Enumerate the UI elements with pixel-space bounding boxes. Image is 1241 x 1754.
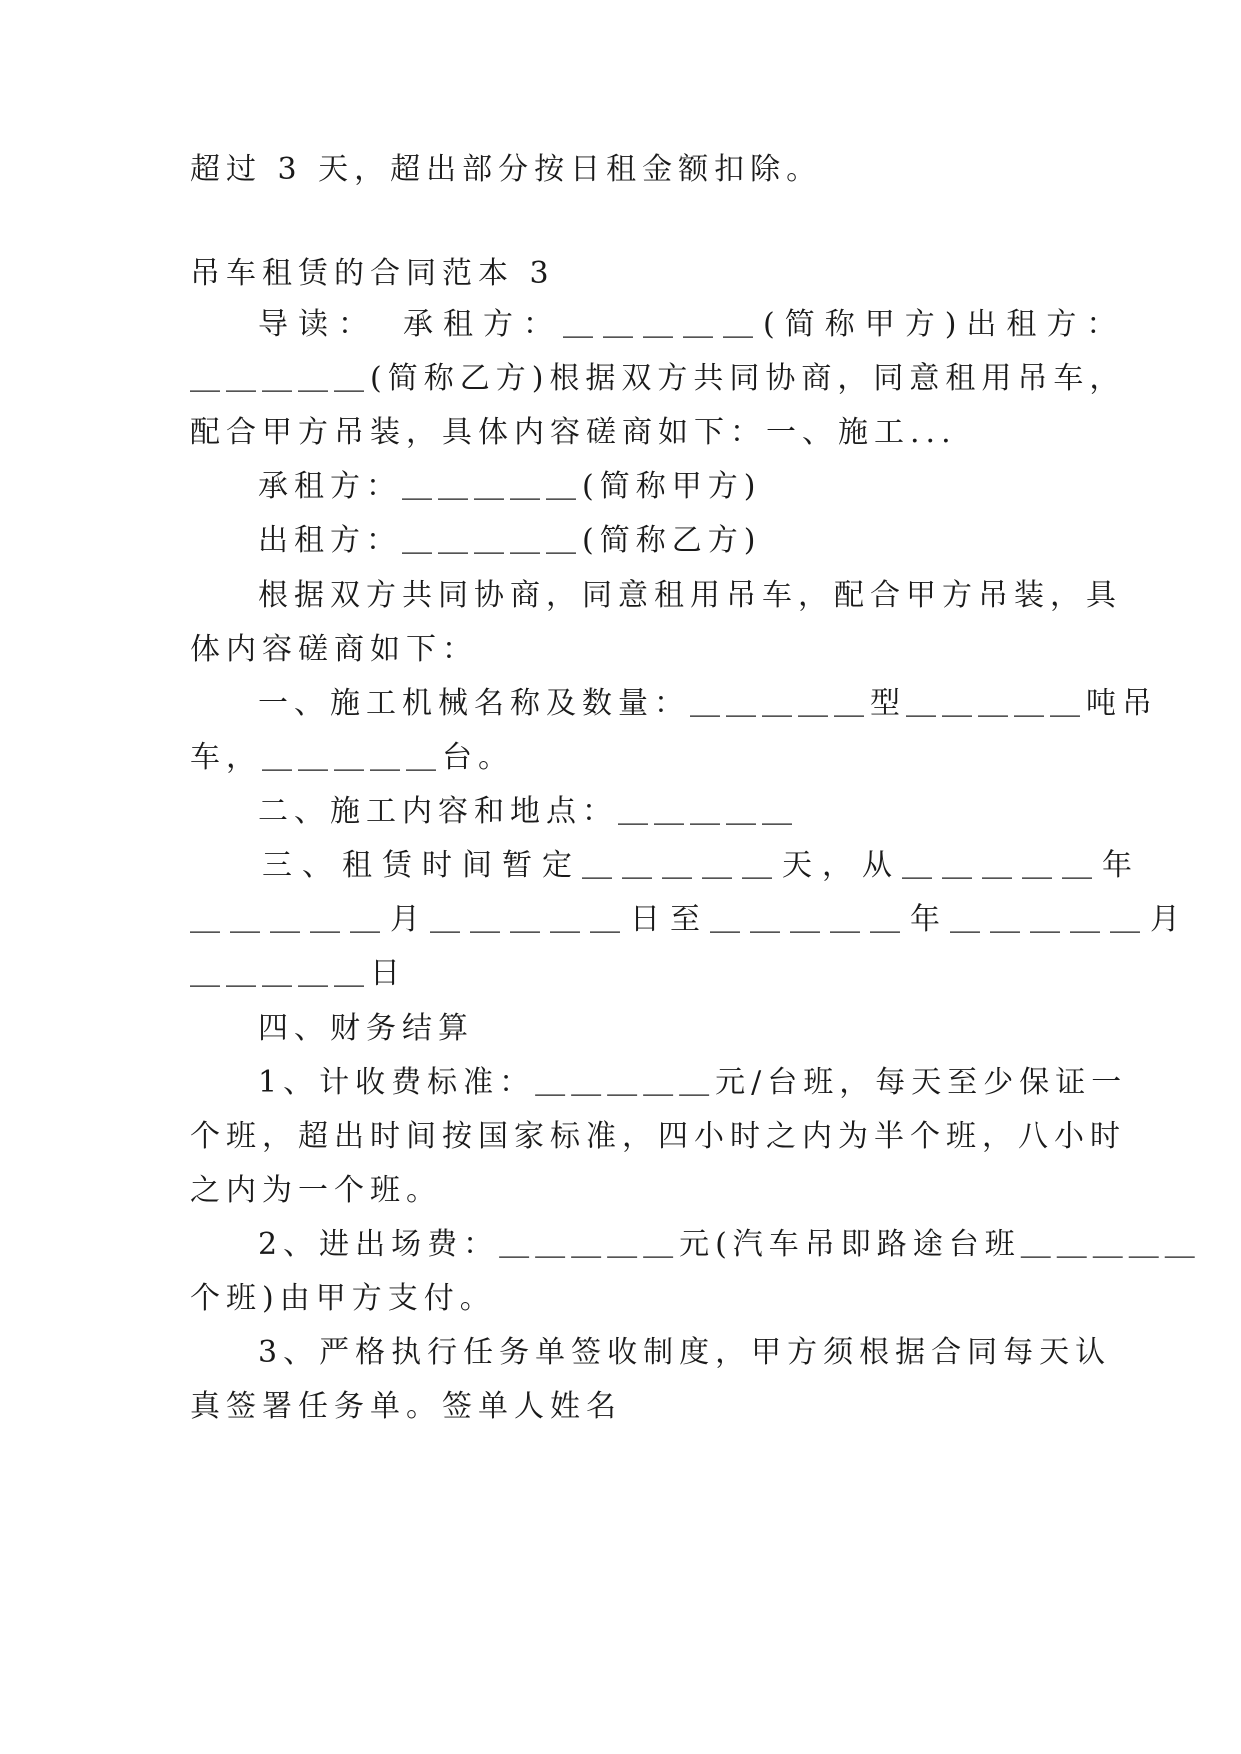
text-line-9: 体内容磋商如下： bbox=[190, 632, 478, 667]
text-line-22: 3、严格执行任务单签收制度，甲方须根据合同每天认 bbox=[258, 1335, 1112, 1370]
text-line-8: 根据双方共同协商，同意租用吊车，配合甲方吊装，具 bbox=[258, 578, 1122, 613]
text-line-18: 个班，超出时间按国家标准，四小时之内为半个班，八小时 bbox=[190, 1119, 1126, 1154]
text-line-5: 配合甲方吊装，具体内容磋商如下：一、施工... bbox=[190, 415, 957, 450]
text-line-12: 二、施工内容和地点：＿＿＿＿＿ bbox=[258, 794, 798, 829]
section-heading: 吊车租赁的合同范本 3 bbox=[190, 256, 555, 291]
text-line-23: 真签署任务单。签单人姓名 bbox=[190, 1389, 622, 1424]
text-line-6: 承租方：＿＿＿＿＿(简称甲方) bbox=[258, 469, 762, 504]
text-line-20: 2、进出场费：＿＿＿＿＿元(汽车吊即路途台班＿＿＿＿＿ bbox=[258, 1227, 1201, 1262]
text-line-13: 三、租赁时间暂定＿＿＿＿＿天，从＿＿＿＿＿年 bbox=[262, 848, 1142, 883]
text-line-1: 超过 3 天，超出部分按日租金额扣除。 bbox=[190, 152, 823, 187]
text-line-21: 个班)由甲方支付。 bbox=[190, 1281, 496, 1316]
text-line-17: 1、计收费标准：＿＿＿＿＿元/台班，每天至少保证一 bbox=[258, 1065, 1128, 1100]
text-line-10: 一、施工机械名称及数量：＿＿＿＿＿型＿＿＿＿＿吨吊 bbox=[258, 686, 1158, 721]
text-line-19: 之内为一个班。 bbox=[190, 1173, 442, 1208]
text-line-16: 四、财务结算 bbox=[258, 1011, 474, 1046]
text-line-14: ＿＿＿＿＿月＿＿＿＿＿日至＿＿＿＿＿年＿＿＿＿＿月 bbox=[190, 902, 1190, 937]
text-line-3: 导读： 承租方：＿＿＿＿＿(简称甲方)出租方： bbox=[258, 307, 1127, 342]
text-line-4: ＿＿＿＿＿(简称乙方)根据双方共同协商，同意租用吊车， bbox=[190, 361, 1126, 396]
text-line-7: 出租方：＿＿＿＿＿(简称乙方) bbox=[258, 523, 762, 558]
text-line-11: 车，＿＿＿＿＿台。 bbox=[190, 740, 514, 775]
text-line-15: ＿＿＿＿＿日 bbox=[190, 956, 406, 991]
